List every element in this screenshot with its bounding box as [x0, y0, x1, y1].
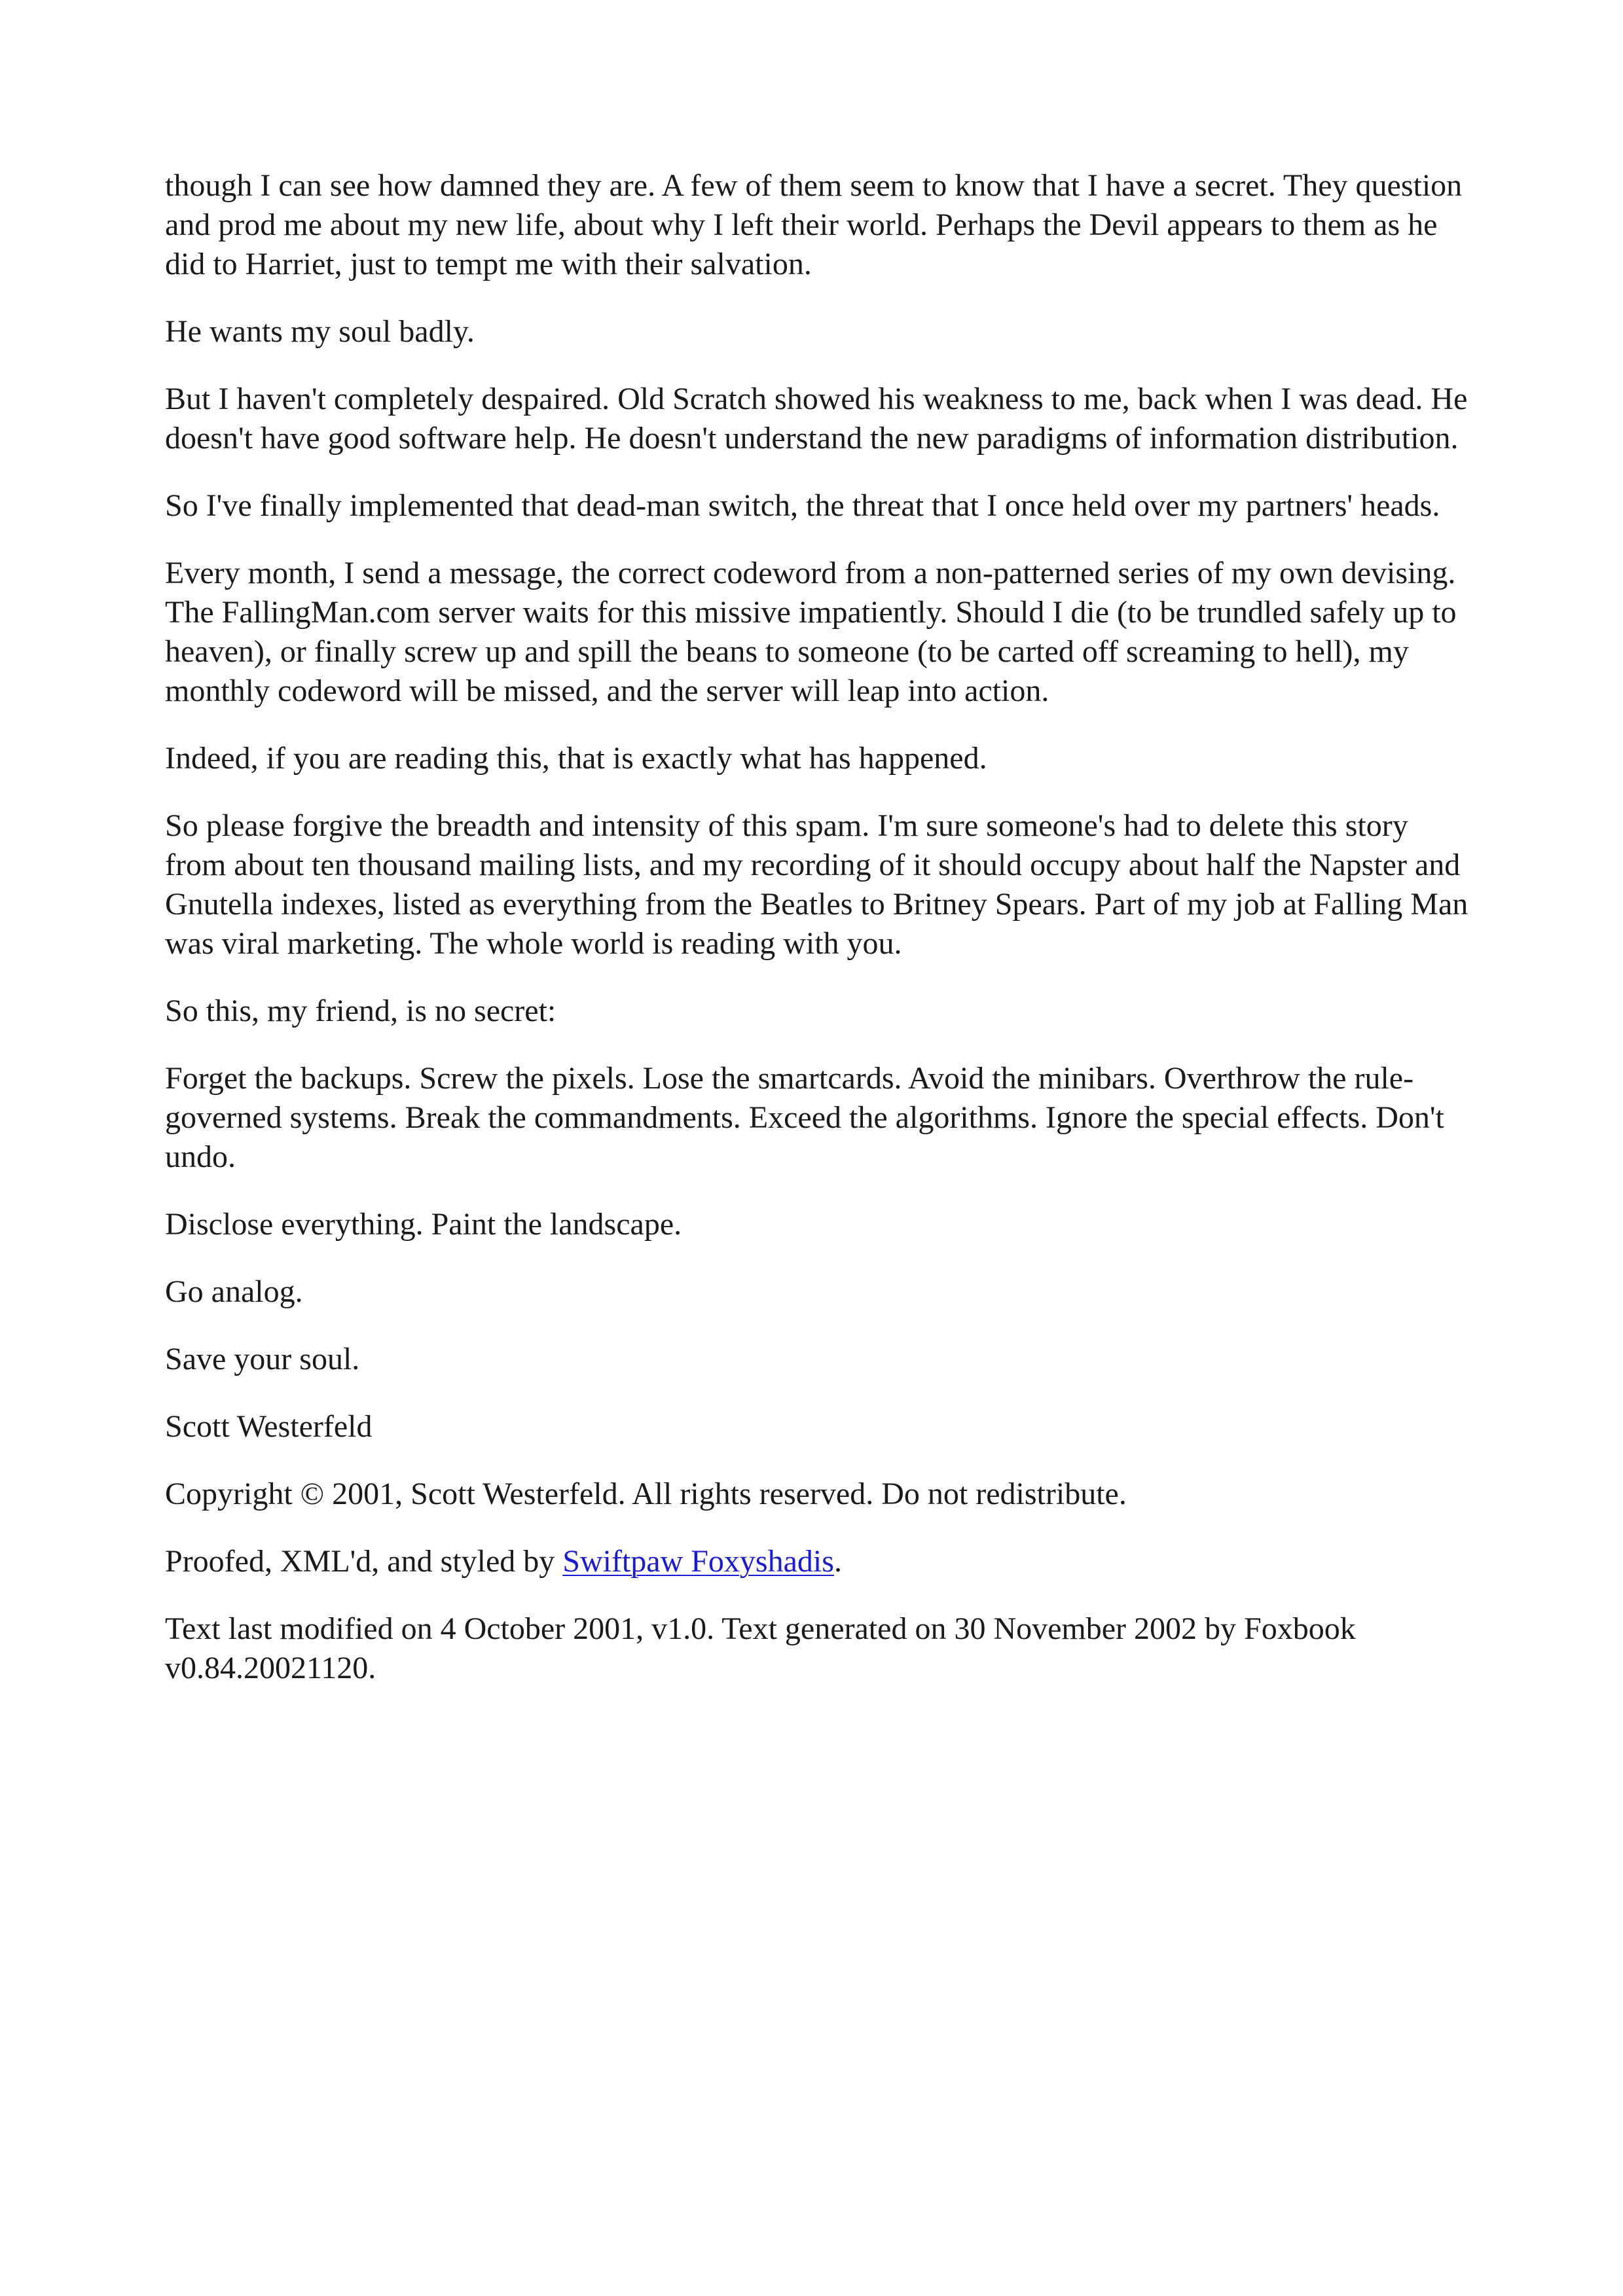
paragraph: But I haven't completely despaired. Old Scratch showed his weakness to me, back when I was dead. He doesn't have good software help. He doesn't understand the new paradigms of information distribution. — [165, 382, 1468, 456]
paragraph: So please forgive the breadth and intensity of this spam. I'm sure someone's had to delete this story from about ten thousand mailing lists, and my recording of it should occupy about half the Napster and Gnutella indexes, listed as everything from the Beatles to Britney Spears. Part of my job at Falling Man was viral marketing. The whole world is reading with you. — [165, 808, 1468, 961]
paragraph: Disclose everything. Paint the landscape. — [165, 1207, 682, 1242]
credits-suffix: . — [833, 1544, 842, 1579]
paragraph: He wants my soul badly. — [165, 314, 475, 349]
document-body — [165, 166, 1471, 1716]
credits-prefix: Proofed, XML'd, and styled by — [165, 1544, 563, 1579]
generation-note: Text last modified on 4 October 2001, v1.0. Text generated on 30 November 2002 by Foxbook v0.84.20021120. — [165, 1611, 1356, 1685]
paragraph: So this, my friend, is no secret: — [165, 994, 556, 1028]
paragraph: Indeed, if you are reading this, that is exactly what has happened. — [165, 741, 987, 776]
paragraph: though I can see how damned they are. A few of them seem to know that I have a secret. They question and prod me about my new life, about why I left their world. Perhaps the Devil appears to them as he did to Harriet, just to tempt me with their salvation. — [165, 168, 1463, 281]
paragraph: Forget the backups. Screw the pixels. Lose the smartcards. Avoid the minibars. Overthrow the rule-governed systems. Break the commandments. Exceed the algorithms. Ignore the special effects. Don't undo. — [165, 1061, 1444, 1174]
paragraph: Every month, I send a message, the correct codeword from a non-patterned series of my own devising. The FallingMan.com server waits for this missive impatiently. Should I die (to be trundled safely up to heaven), or finally screw up and spill the beans to someone (to be carted off screaming to hell), my monthly codeword will be missed, and the server will leap into action. — [165, 556, 1457, 708]
paragraph: Go analog. — [165, 1274, 303, 1309]
author-signature: Scott Westerfeld — [165, 1409, 373, 1444]
paragraph: So I've finally implemented that dead-man switch, the threat that I once held over my partners' heads. — [165, 488, 1440, 523]
paragraph: Save your soul. — [165, 1342, 360, 1376]
credits-line — [165, 1542, 1471, 1581]
copyright-notice: Copyright © 2001, Scott Westerfeld. All rights reserved. Do not redistribute. — [165, 1477, 1127, 1511]
credits-link[interactable]: Swiftpaw Foxyshadis — [562, 1544, 834, 1579]
